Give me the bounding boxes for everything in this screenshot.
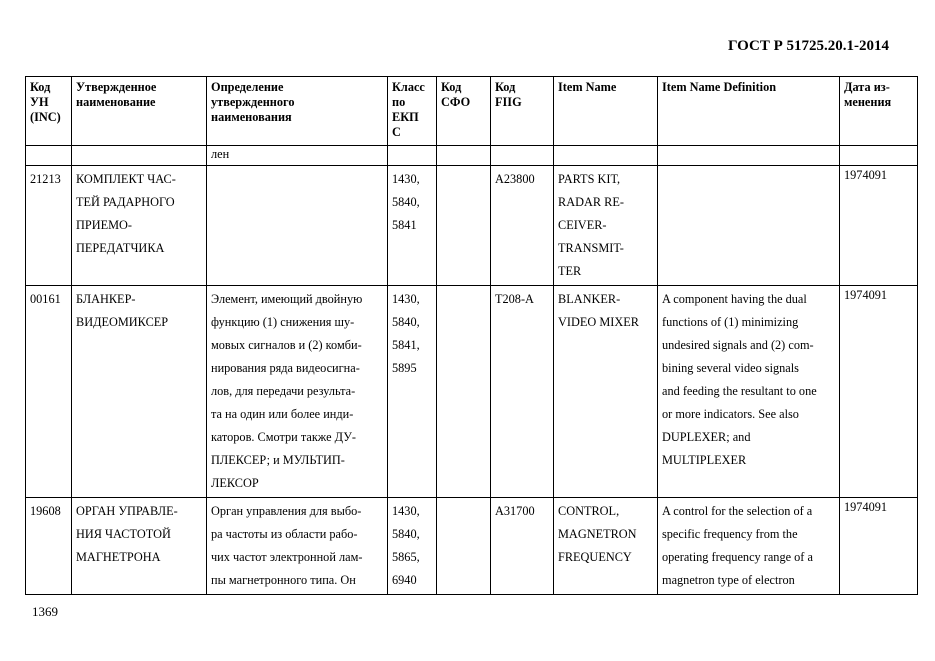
cell-code: [26, 146, 72, 166]
cell-sfo: [437, 166, 491, 286]
cell-class: 1430, 5840, 5841: [388, 166, 437, 286]
table-header-row: [26, 77, 918, 146]
cell-code: 19608: [26, 498, 72, 595]
cell-class: [388, 146, 437, 166]
cell-fiig: [491, 146, 554, 166]
column-header-sfo: Код СФО: [437, 77, 491, 146]
cell-sfo: [437, 146, 491, 166]
cell-definition: Элемент, имеющий двойную функцию (1) снижения шу- мовых сигналов и (2) комби- нирования ряда видеосигна- лов, для передачи результа- та на один или более инди- каторов. Смотри также ДУ- ПЛЕКСЕР; и МУЛЬТИП- ЛЕКСОР: [207, 286, 388, 498]
cell-item-name: PARTS KIT, RADAR RE- CEIVER- TRANSMIT- TER: [554, 166, 658, 286]
cell-date: 1974091: [840, 166, 918, 286]
cell-definition: лен: [207, 146, 388, 166]
cell-fiig: T208-A: [491, 286, 554, 498]
nomenclature-table: [25, 76, 918, 595]
table-row-continuation: [26, 146, 918, 166]
cell-name: ОРГАН УПРАВЛЕ- НИЯ ЧАСТОТОЙ МАГНЕТРОНА: [72, 498, 207, 595]
cell-date: 1974091: [840, 498, 918, 595]
cell-definition: [207, 166, 388, 286]
table-row: [26, 498, 918, 595]
table-row: [26, 166, 918, 286]
cell-item-def: [658, 146, 840, 166]
cell-item-def: [658, 166, 840, 286]
cell-definition: Орган управления для выбо- ра частоты из области рабо- чих частот электронной лам- пы магнетронного типа. Он: [207, 498, 388, 595]
column-header-class: Класс по ЕКП С: [388, 77, 437, 146]
cell-class: 1430, 5840, 5865, 6940: [388, 498, 437, 595]
table-body: [26, 146, 918, 595]
cell-fiig: A31700: [491, 498, 554, 595]
column-header-code: Код УН (INC): [26, 77, 72, 146]
cell-date: 1974091: [840, 286, 918, 498]
document-header: ГОСТ Р 51725.20.1-2014: [727, 38, 889, 54]
cell-item-name: CONTROL, MAGNETRON FREQUENCY: [554, 498, 658, 595]
column-header-date: Дата из- менения: [840, 77, 918, 146]
cell-sfo: [437, 498, 491, 595]
cell-name: КОМПЛЕКТ ЧАС- ТЕЙ РАДАРНОГО ПРИЕМО- ПЕРЕДАТЧИКА: [72, 166, 207, 286]
cell-fiig: A23800: [491, 166, 554, 286]
cell-name: [72, 146, 207, 166]
cell-name: БЛАНКЕР- ВИДЕОМИКСЕР: [72, 286, 207, 498]
page-number: 1369: [32, 604, 58, 619]
cell-sfo: [437, 286, 491, 498]
column-header-definition: Определение утвержденного наименования: [207, 77, 388, 146]
cell-code: 21213: [26, 166, 72, 286]
cell-class: 1430, 5840, 5841, 5895: [388, 286, 437, 498]
table-row: [26, 286, 918, 498]
cell-date: [840, 146, 918, 166]
cell-item-name: [554, 146, 658, 166]
column-header-name: Утвержденное наименование: [72, 77, 207, 146]
column-header-item-def: Item Name Definition: [658, 77, 840, 146]
cell-item-def: A component having the dual functions of (1) minimizing undesired signals and (2) com- bining several video signals and feeding the resultant to one or more indicators. See also DUPLEXER; and MULTIPLEXER: [658, 286, 840, 498]
cell-item-def: A control for the selection of a specific frequency from the operating frequency range of a magnetron type of electron: [658, 498, 840, 595]
cell-item-name: BLANKER- VIDEO MIXER: [554, 286, 658, 498]
column-header-fiig: Код FIIG: [491, 77, 554, 146]
cell-code: 00161: [26, 286, 72, 498]
column-header-item-name: Item Name: [554, 77, 658, 146]
